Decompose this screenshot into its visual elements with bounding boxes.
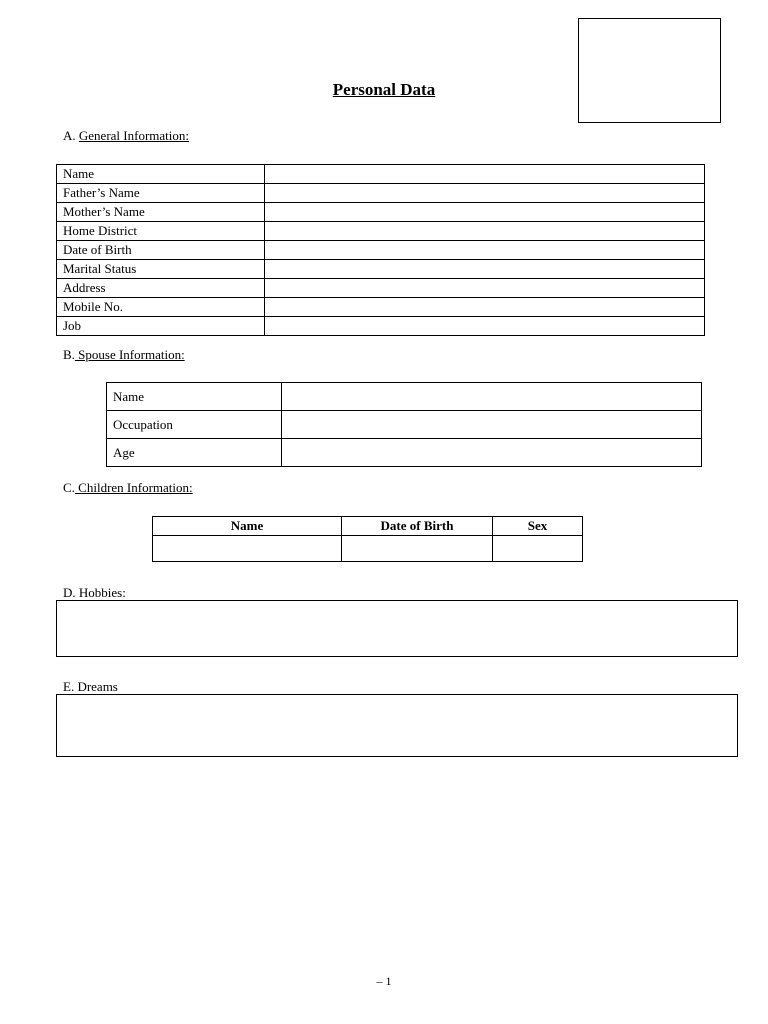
spouse-occupation-field[interactable] <box>282 411 702 439</box>
fathers-name-field[interactable] <box>265 184 705 203</box>
row-label: Occupation <box>107 411 282 439</box>
column-header-name: Name <box>153 517 342 536</box>
child-name-field[interactable] <box>153 536 342 562</box>
hobbies-field[interactable] <box>56 600 738 657</box>
section-e-heading: E. Dreams <box>63 679 118 694</box>
section-b-heading: B. Spouse Information: <box>63 347 185 362</box>
name-field[interactable] <box>265 165 705 184</box>
child-date-of-birth-field[interactable] <box>342 536 493 562</box>
row-label: Mother’s Name <box>57 203 265 222</box>
table-row <box>107 411 702 439</box>
table-header-row <box>153 517 583 536</box>
marital-status-field[interactable] <box>265 260 705 279</box>
general-information-table <box>56 164 705 336</box>
row-label: Home District <box>57 222 265 241</box>
address-field[interactable] <box>265 279 705 298</box>
mothers-name-field[interactable] <box>265 203 705 222</box>
section-d-heading: D. Hobbies: <box>63 585 126 600</box>
row-label: Mobile No. <box>57 298 265 317</box>
row-label: Name <box>57 165 265 184</box>
page-number: – 1 <box>376 974 392 988</box>
table-row <box>57 279 705 298</box>
column-header-sex: Sex <box>493 517 583 536</box>
children-information-table <box>152 516 583 562</box>
mobile-no-field[interactable] <box>265 298 705 317</box>
table-row <box>57 203 705 222</box>
table-row <box>107 439 702 467</box>
row-label: Father’s Name <box>57 184 265 203</box>
section-c-heading: C. Children Information: <box>63 480 193 495</box>
spouse-information-table <box>106 382 702 467</box>
photo-box <box>578 18 721 123</box>
row-label: Job <box>57 317 265 336</box>
job-field[interactable] <box>265 317 705 336</box>
dreams-field[interactable] <box>56 694 738 757</box>
table-row <box>57 165 705 184</box>
table-row <box>57 222 705 241</box>
table-row <box>107 383 702 411</box>
table-row <box>57 260 705 279</box>
table-row <box>57 317 705 336</box>
table-row <box>57 184 705 203</box>
child-sex-field[interactable] <box>493 536 583 562</box>
table-row <box>57 298 705 317</box>
spouse-age-field[interactable] <box>282 439 702 467</box>
page-title: Personal Data <box>332 80 436 99</box>
row-label: Age <box>107 439 282 467</box>
row-label: Address <box>57 279 265 298</box>
spouse-name-field[interactable] <box>282 383 702 411</box>
row-label: Name <box>107 383 282 411</box>
table-row <box>57 241 705 260</box>
section-a-heading: A. General Information: <box>63 128 189 143</box>
table-row <box>153 536 583 562</box>
row-label: Date of Birth <box>57 241 265 260</box>
date-of-birth-field[interactable] <box>265 241 705 260</box>
row-label: Marital Status <box>57 260 265 279</box>
home-district-field[interactable] <box>265 222 705 241</box>
column-header-date-of-birth: Date of Birth <box>342 517 493 536</box>
